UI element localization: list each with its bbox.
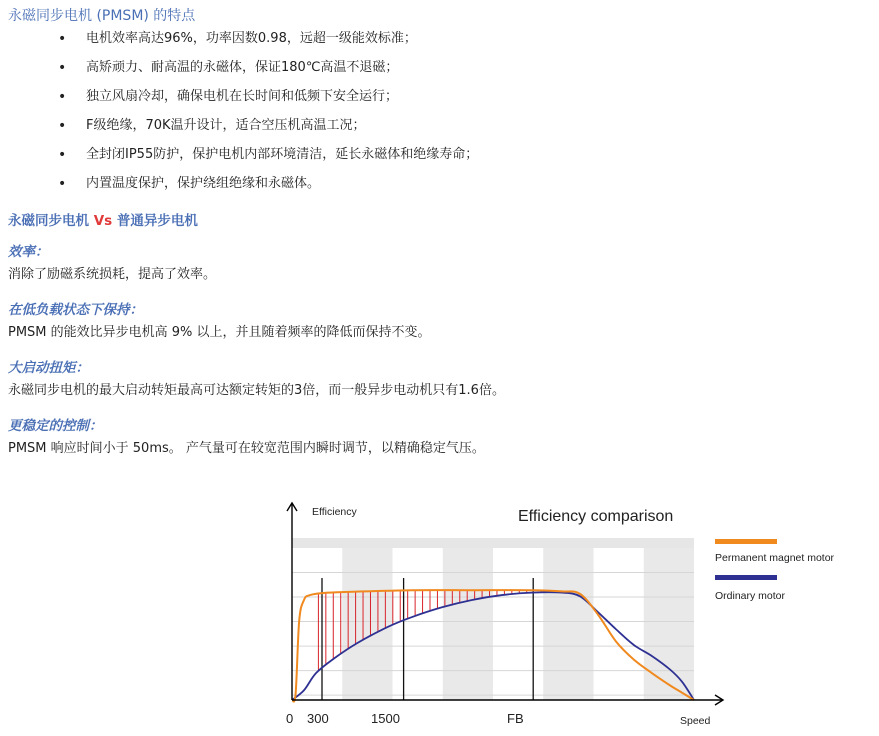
feature-item xyxy=(0,29,478,58)
section-title-low-load: 在低负载状态下保持： xyxy=(8,302,143,318)
chart-band xyxy=(644,538,694,700)
chart-legend xyxy=(715,539,835,602)
feature-text: 独立风扇冷却，确保电机在长时间和低频下安全运行； xyxy=(86,89,399,104)
section-body-low-load: PMSM 的能效比异步电机高 9% 以上，并且随着频率的降低而保持不变。 xyxy=(8,325,431,340)
y-axis-label: Efficiency xyxy=(312,506,357,518)
chart-band xyxy=(493,538,543,700)
chart-band-top xyxy=(292,538,694,548)
section-title-efficiency: 效率： xyxy=(8,244,49,260)
feature-item xyxy=(0,116,478,145)
feature-list xyxy=(0,29,478,203)
legend-label-pm: Permanent magnet motor xyxy=(715,552,835,564)
chart-title: Efficiency comparison xyxy=(518,508,674,525)
feature-item xyxy=(0,87,478,116)
x-tick-label: 0 xyxy=(286,711,294,726)
x-axis-label: Speed xyxy=(680,715,711,727)
bullet-icon: • xyxy=(58,176,67,192)
vs-label: Vs xyxy=(93,213,113,229)
section-title-starting-torque: 大启动扭矩： xyxy=(8,360,89,376)
x-tick-label: 300 xyxy=(307,711,329,726)
bullet-icon: • xyxy=(58,31,67,47)
x-tick-label: 1500 xyxy=(371,711,400,726)
efficiency-chart xyxy=(270,490,870,736)
bullet-icon: • xyxy=(58,60,67,76)
legend-swatch-ordinary xyxy=(715,575,777,580)
feature-text: 内置温度保护，保护绕组绝缘和永磁体。 xyxy=(86,176,321,191)
feature-item xyxy=(0,58,478,87)
legend-swatch-pm xyxy=(715,539,777,544)
bullet-icon: • xyxy=(58,89,67,105)
x-tick-label: FB xyxy=(507,711,524,726)
comparison-heading xyxy=(8,209,198,229)
legend-label-ordinary: Ordinary motor xyxy=(715,590,786,602)
section-body-stable-control: PMSM 响应时间小于 50ms。 产气量可在较宽范围内瞬时调节，以精确稳定气压。 xyxy=(8,441,485,456)
bullet-icon: • xyxy=(58,118,67,134)
feature-text: 全封闭IP55防护，保护电机内部环境清洁，延长永磁体和绝缘寿命； xyxy=(86,147,479,162)
comparison-heading-right: 普通异步电机 xyxy=(112,213,198,229)
feature-item xyxy=(0,145,478,174)
bullet-icon: • xyxy=(58,147,67,163)
section-body-starting-torque: 永磁同步电机的最大启动转矩最高可达额定转矩的3倍，而一般异步电动机只有1.6倍。 xyxy=(8,383,505,398)
section-body-efficiency: 消除了励磁系统损耗，提高了效率。 xyxy=(8,267,217,282)
feature-text: 高矫顽力、耐高温的永磁体，保证180℃高温不退磁； xyxy=(86,60,399,75)
comparison-heading-left: 永磁同步电机 xyxy=(8,213,94,229)
chart-band xyxy=(543,538,593,700)
page-title: 永磁同步电机 (PMSM) 的特点 xyxy=(8,8,196,24)
section-title-stable-control: 更稳定的控制： xyxy=(8,418,103,434)
chart-band xyxy=(443,538,493,700)
chart-background-bands xyxy=(292,538,694,700)
feature-item xyxy=(0,174,478,203)
feature-text: 电机效率高达96%，功率因数0.98，远超一级能效标准； xyxy=(86,31,417,46)
feature-text: F级绝缘，70K温升设计，适合空压机高温工况； xyxy=(86,118,366,133)
